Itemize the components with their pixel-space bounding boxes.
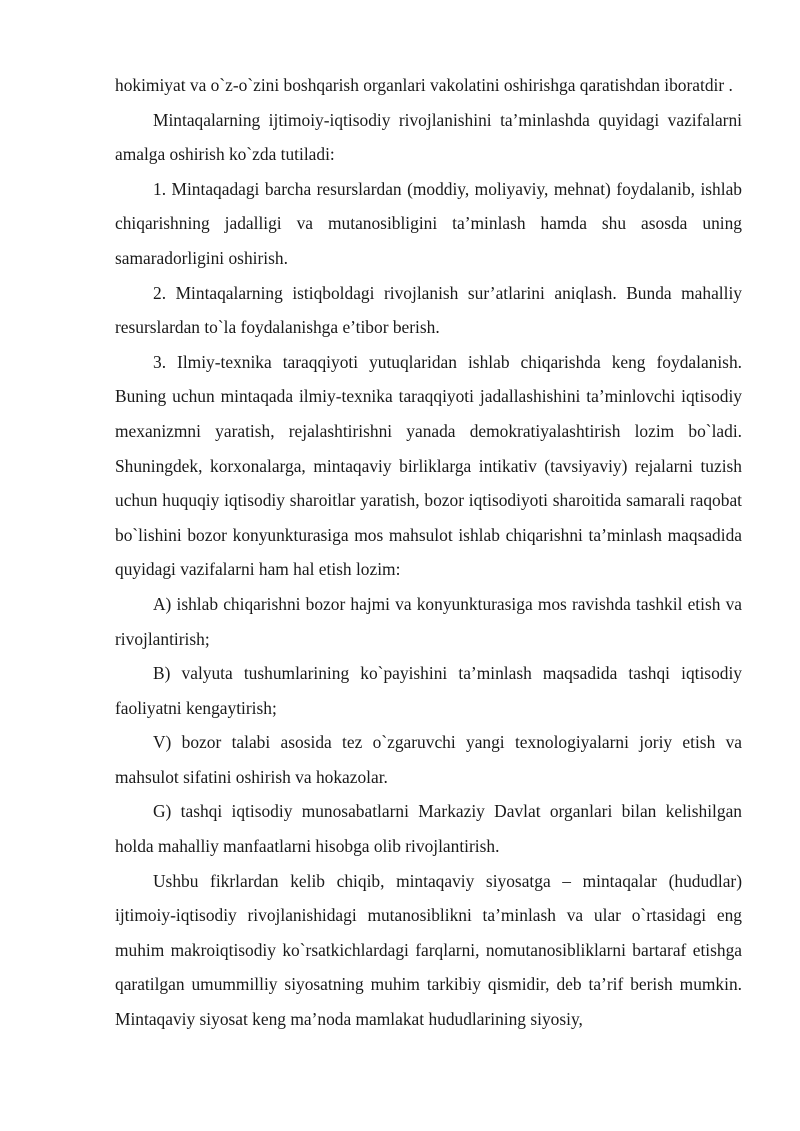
paragraph-item-b: B) valyuta tushumlarining ko`payishini ta’minlash maqsadida tashqi iqtisodiy faoliyatni kengaytirish; xyxy=(115,663,742,718)
paragraph-item-g: G) tashqi iqtisodiy munosabatlarni Markaziy Davlat organlari bilan kelishilgan holda mahalliy manfaatlarni hisobga olib rivojlantirish. xyxy=(115,801,742,857)
paragraph-definition: Ushbu fikrlardan kelib chiqib, mintaqaviy siyosatga – mintaqalar (hududlar) ijtimoiy-iqtisodiy rivojlanishidagi mutanosiblikni ta’minlash va ular o`rtasidagi eng muhim makroiqtisodiy ko`rsatkichlardagi farqlarni, nomutanosibliklarni bartaraf etishga qaratilgan umummilliy siyosatning muhim tarkibiy qismidir, deb ta’rif berish mumkin. Mintaqaviy siyosat keng ma’noda mamlakat hududlarining siyosiy, xyxy=(115,870,742,1030)
paragraph-continuation: hokimiyat va o`z-o`zini boshqarish organlari vakolatini oshirishga qaratishdan iboratdir . xyxy=(115,75,733,95)
paragraph-item-2: 2. Mintaqalarning istiqboldagi rivojlanish sur’atlarini aniqlash. Bunda mahalliy resurslardan to`la foydalanishga e’tibor berish. xyxy=(115,282,742,338)
paragraph-item-1: 1. Mintaqadagi barcha resurslardan (moddiy, moliyaviy, mehnat) foydalanib, ishlab chiqarishning jadalligi va mutanosibligini ta’minlash hamda shu asosda uning samaradorligini oshirish. xyxy=(115,178,742,268)
paragraph-item-3: 3. Ilmiy-texnika taraqqiyoti yutuqlaridan ishlab chiqarishda keng foydalanish. Buning uchun mintaqada ilmiy-texnika taraqqiyoti jadallashishini ta’minlovchi iqtisodiy mexanizmni yaratish, rejalashtirishni yanada demokratiyalashtirish lozim bo`ladi. Shuningdek, korxonalarga, mintaqaviy birliklarga intikativ (tavsiyaviy) rejalarni tuzish uchun huquqiy iqtisodiy sharoitlar yaratish, bozor iqtisodiyoti sharoitida samarali raqobat bo`lishini bozor konyunkturasiga mos mahsulot ishlab chiqarishni ta’minlash maqsadida quyidagi vazifalarni ham hal etish lozim: xyxy=(115,351,742,580)
paragraph-item-a: A) ishlab chiqarishni bozor hajmi va konyunkturasiga mos ravishda tashkil etish va rivojlantirish; xyxy=(115,593,742,649)
document-page xyxy=(115,68,742,1037)
paragraph-item-v: V) bozor talabi asosida tez o`zgaruvchi yangi texnologiyalarni joriy etish va mahsulot sifatini oshirish va hokazolar. xyxy=(115,732,742,787)
paragraph-tasks-intro: Mintaqalarning ijtimoiy-iqtisodiy rivojlanishini ta’minlashda quyidagi vazifalarni amalga oshirish ko`zda tutiladi: xyxy=(115,109,742,165)
